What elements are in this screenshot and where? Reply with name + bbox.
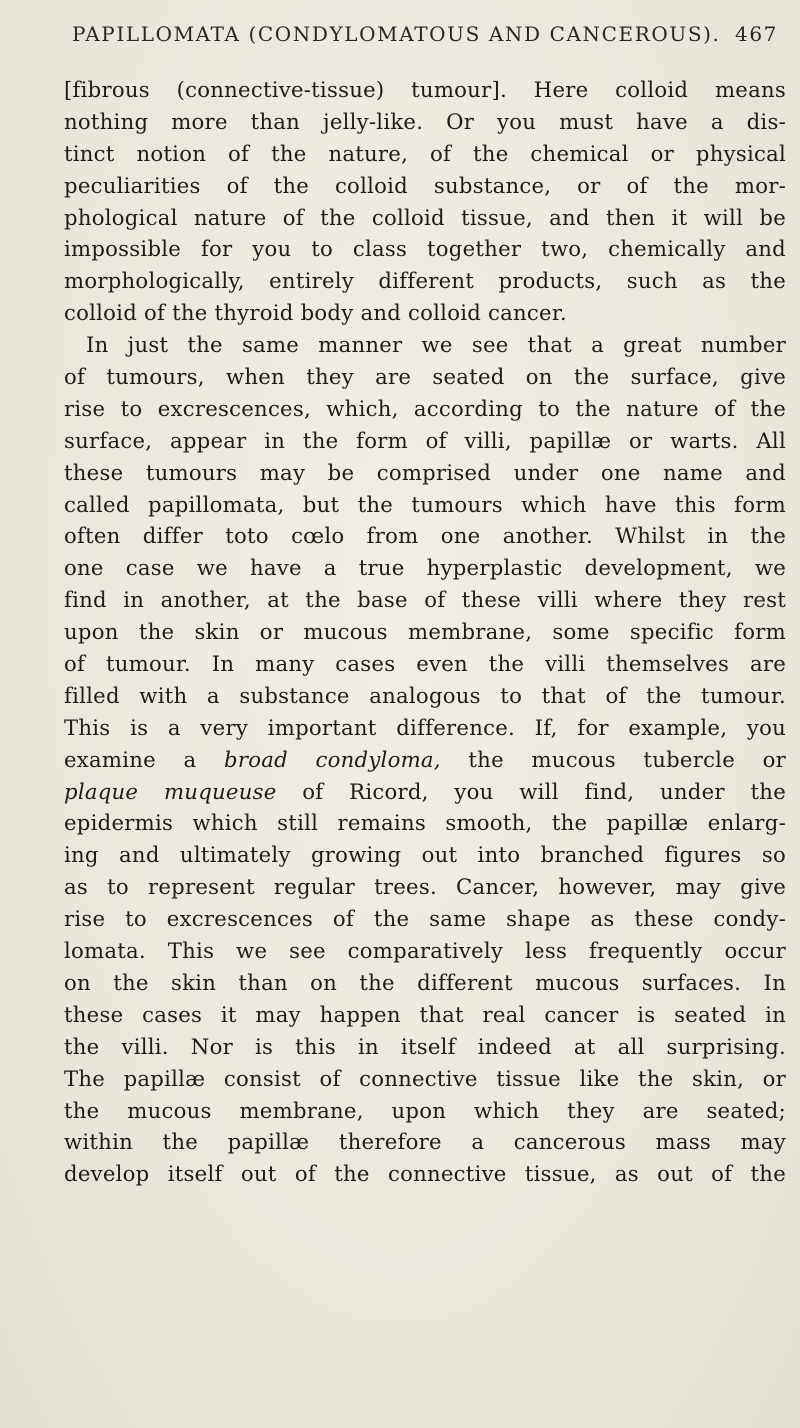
text-line: lomata. This we see comparatively less frequently occur: [64, 938, 786, 964]
text-line: impossible for you to class together two, chemically and: [64, 236, 786, 262]
text-line: find in another, at the base of these villi where they rest: [64, 587, 786, 613]
text-line: of tumours, when they are seated on the surface, give: [64, 364, 786, 390]
text-line: ing and ultimately growing out into branched figures so: [64, 842, 786, 868]
text-segment: the mucous tubercle or: [468, 746, 786, 772]
text-line: morphologically, entirely different products, such as the: [64, 268, 786, 294]
text-line: upon the skin or mucous membrane, some specific form: [64, 619, 786, 645]
text-line: often differ toto cœlo from one another. Whilst in the: [64, 523, 786, 549]
text-line: In just the same manner we see that a great number: [86, 332, 786, 358]
text-line: The papillæ consist of connective tissue like the skin, or: [64, 1065, 786, 1091]
text-line: peculiarities of the colloid substance, or of the mor-: [64, 172, 786, 198]
text-line: [fibrous (connective-tissue) tumour]. Here colloid means: [64, 77, 786, 102]
text-line: of tumour. In many cases even the villi themselves are: [64, 651, 786, 677]
text-line: surface, appear in the form of villi, papillæ or warts. All: [64, 427, 786, 453]
running-title: PAPILLOMATA (CONDYLOMATOUS AND CANCEROUS).: [72, 22, 721, 46]
text-line: as to represent regular trees. Cancer, however, may give: [64, 874, 786, 900]
text-line: rise to excrescences of the same shape as these condy-: [64, 906, 786, 932]
text-line: tinct notion of the nature, of the chemical or physical: [64, 140, 786, 166]
text-line: phological nature of the colloid tissue, and then it will be: [64, 204, 786, 230]
italic-term: plaque muqueuse: [64, 778, 277, 804]
text-line: these cases it may happen that real cancer is seated in: [64, 1001, 786, 1027]
text-line: colloid of the thyroid body and colloid cancer.: [64, 300, 567, 326]
text-line: on the skin than on the different mucous surfaces. In: [64, 969, 786, 995]
text-line-with-italic: [64, 776, 786, 808]
italic-term: broad condyloma,: [224, 746, 441, 772]
text-line: the villi. Nor is this in itself indeed at all surprising.: [64, 1033, 786, 1059]
text-line: one case we have a true hyperplastic development, we: [64, 555, 786, 581]
text-line: epidermis which still remains smooth, the papillæ enlarg-: [64, 810, 786, 836]
text-line: rise to excrescences, which, according to the nature of the: [64, 395, 786, 421]
text-segment: examine a: [64, 746, 225, 772]
text-line: called papillomata, but the tumours which have this form: [64, 491, 786, 517]
page-number: 467: [735, 22, 778, 46]
text-line: filled with a substance analogous to that of the tumour.: [64, 682, 786, 708]
text-segment: of Ricord, you will find, under the: [302, 778, 786, 804]
text-line: nothing more than jelly-like. Or you must have a dis-: [64, 108, 786, 134]
page-header: [72, 22, 778, 46]
text-line: within the papillæ therefore a cancerous mass may: [64, 1129, 786, 1155]
text-line-with-italic: [64, 744, 786, 776]
text-line: these tumours may be comprised under one name and: [64, 459, 786, 485]
text-line: This is a very important difference. If, for example, you: [64, 714, 786, 740]
text-line: the mucous membrane, upon which they are seated;: [64, 1097, 786, 1123]
body-text: [64, 74, 786, 1190]
text-line: develop itself out of the connective tissue, as out of the: [64, 1161, 786, 1187]
